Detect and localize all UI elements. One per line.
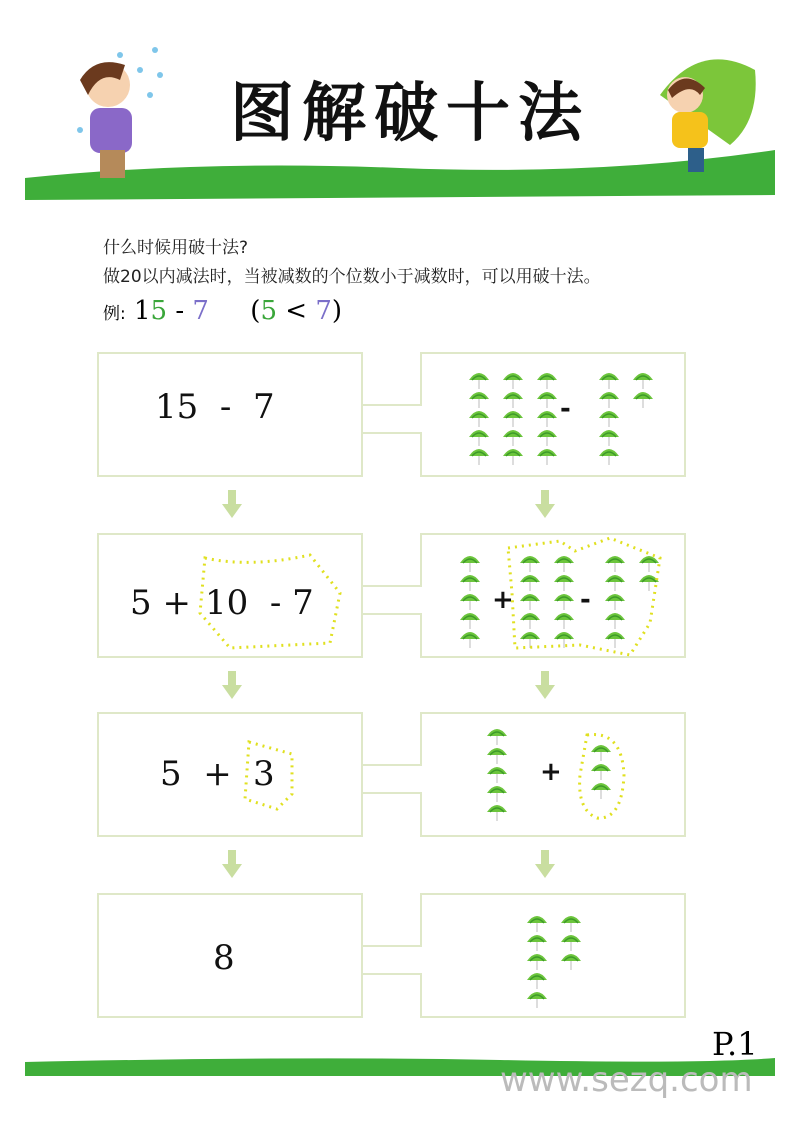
paren-close: ): [331, 296, 343, 326]
down-arrow-icon: [222, 490, 242, 520]
umbrella-icon: [535, 389, 559, 408]
page-number: P.1: [712, 1025, 758, 1063]
umbrella-icon: [501, 446, 525, 465]
umbrella-icon: [631, 370, 655, 389]
umbrella-column: [467, 370, 491, 465]
umbrella-icon: [535, 446, 559, 465]
umbrella-icon: [597, 427, 621, 446]
example-minus: -: [175, 296, 185, 326]
umbrella-icon: [501, 370, 525, 389]
umbrella-icon: [501, 389, 525, 408]
umbrella-icon: [559, 913, 583, 932]
equation-part-circled: 10 - 7: [205, 583, 314, 623]
umbrella-icon: [525, 932, 549, 951]
umbrella-column: [501, 370, 525, 465]
umbrella-icon: [535, 408, 559, 427]
umbrella-column: [485, 726, 509, 821]
compare-a: 5: [260, 296, 277, 326]
umbrella-icon: [535, 427, 559, 446]
down-arrow-icon: [535, 490, 555, 520]
umbrella-icon: [485, 764, 509, 783]
umbrella-icon: [501, 408, 525, 427]
operator: +: [540, 757, 562, 787]
example-ones: 5: [150, 296, 168, 326]
box-connector: [363, 585, 422, 615]
umbrella-column: [458, 553, 482, 648]
umbrella-icon: [467, 389, 491, 408]
umbrella-column: [535, 370, 559, 465]
example-subtrahend: 7: [192, 296, 209, 326]
umbrella-icon: [535, 370, 559, 389]
watermark: www.sezq.com: [500, 1060, 753, 1100]
paren-open: (: [250, 296, 261, 326]
rule-text: 做20以内减法时，当被减数的个位数小于减数时，可以用破十法。: [103, 267, 601, 287]
operator: -: [580, 585, 591, 615]
umbrella-icon: [525, 970, 549, 989]
dotted-outline: [572, 730, 632, 825]
umbrella-icon: [485, 745, 509, 764]
umbrella-icon: [458, 572, 482, 591]
umbrella-icon: [458, 629, 482, 648]
umbrella-icon: [501, 427, 525, 446]
dotted-outline: [190, 543, 355, 655]
umbrella-icon: [467, 446, 491, 465]
umbrella-icon: [597, 370, 621, 389]
example-label: 例:: [103, 304, 126, 324]
umbrella-icon: [559, 951, 583, 970]
umbrella-icon: [467, 370, 491, 389]
down-arrow-icon: [535, 850, 555, 880]
umbrella-icon: [458, 553, 482, 572]
umbrella-icon: [597, 408, 621, 427]
page-title: 图解破十法: [230, 77, 590, 151]
umbrella-icon: [467, 408, 491, 427]
equation-part-circled: 3: [253, 754, 275, 794]
umbrella-icon: [597, 446, 621, 465]
umbrella-column: [525, 913, 549, 1008]
compare-b: 7: [315, 296, 332, 326]
umbrella-column: [631, 370, 655, 408]
operator: -: [560, 394, 571, 424]
operator: +: [492, 585, 514, 615]
umbrella-icon: [467, 427, 491, 446]
down-arrow-icon: [222, 850, 242, 880]
umbrella-icon: [597, 389, 621, 408]
question-text: 什么时候用破十法?: [103, 238, 249, 258]
picture-box: [420, 893, 686, 1018]
down-arrow-icon: [535, 671, 555, 701]
umbrella-column: [597, 370, 621, 465]
box-connector: [363, 945, 422, 975]
umbrella-icon: [559, 932, 583, 951]
umbrella-icon: [525, 951, 549, 970]
down-arrow-icon: [222, 671, 242, 701]
umbrella-icon: [485, 802, 509, 821]
equation-part: 5 +: [130, 583, 191, 623]
umbrella-icon: [525, 913, 549, 932]
umbrella-icon: [525, 989, 549, 1008]
less-than: <: [285, 296, 308, 326]
box-connector: [363, 404, 422, 434]
dotted-outline: [500, 533, 675, 660]
umbrella-icon: [458, 591, 482, 610]
umbrella-column: [559, 913, 583, 970]
umbrella-icon: [485, 726, 509, 745]
example-line: [103, 296, 342, 326]
girl-illustration: [80, 62, 132, 178]
umbrella-icon: [458, 610, 482, 629]
equation: 15 - 7: [155, 387, 275, 427]
umbrella-icon: [485, 783, 509, 802]
equation-part: 5 +: [160, 754, 232, 794]
box-connector: [363, 764, 422, 794]
example-tens: 1: [134, 296, 151, 326]
umbrella-icon: [631, 389, 655, 408]
equation: 8: [213, 938, 235, 978]
dotted-outline: [237, 734, 302, 814]
